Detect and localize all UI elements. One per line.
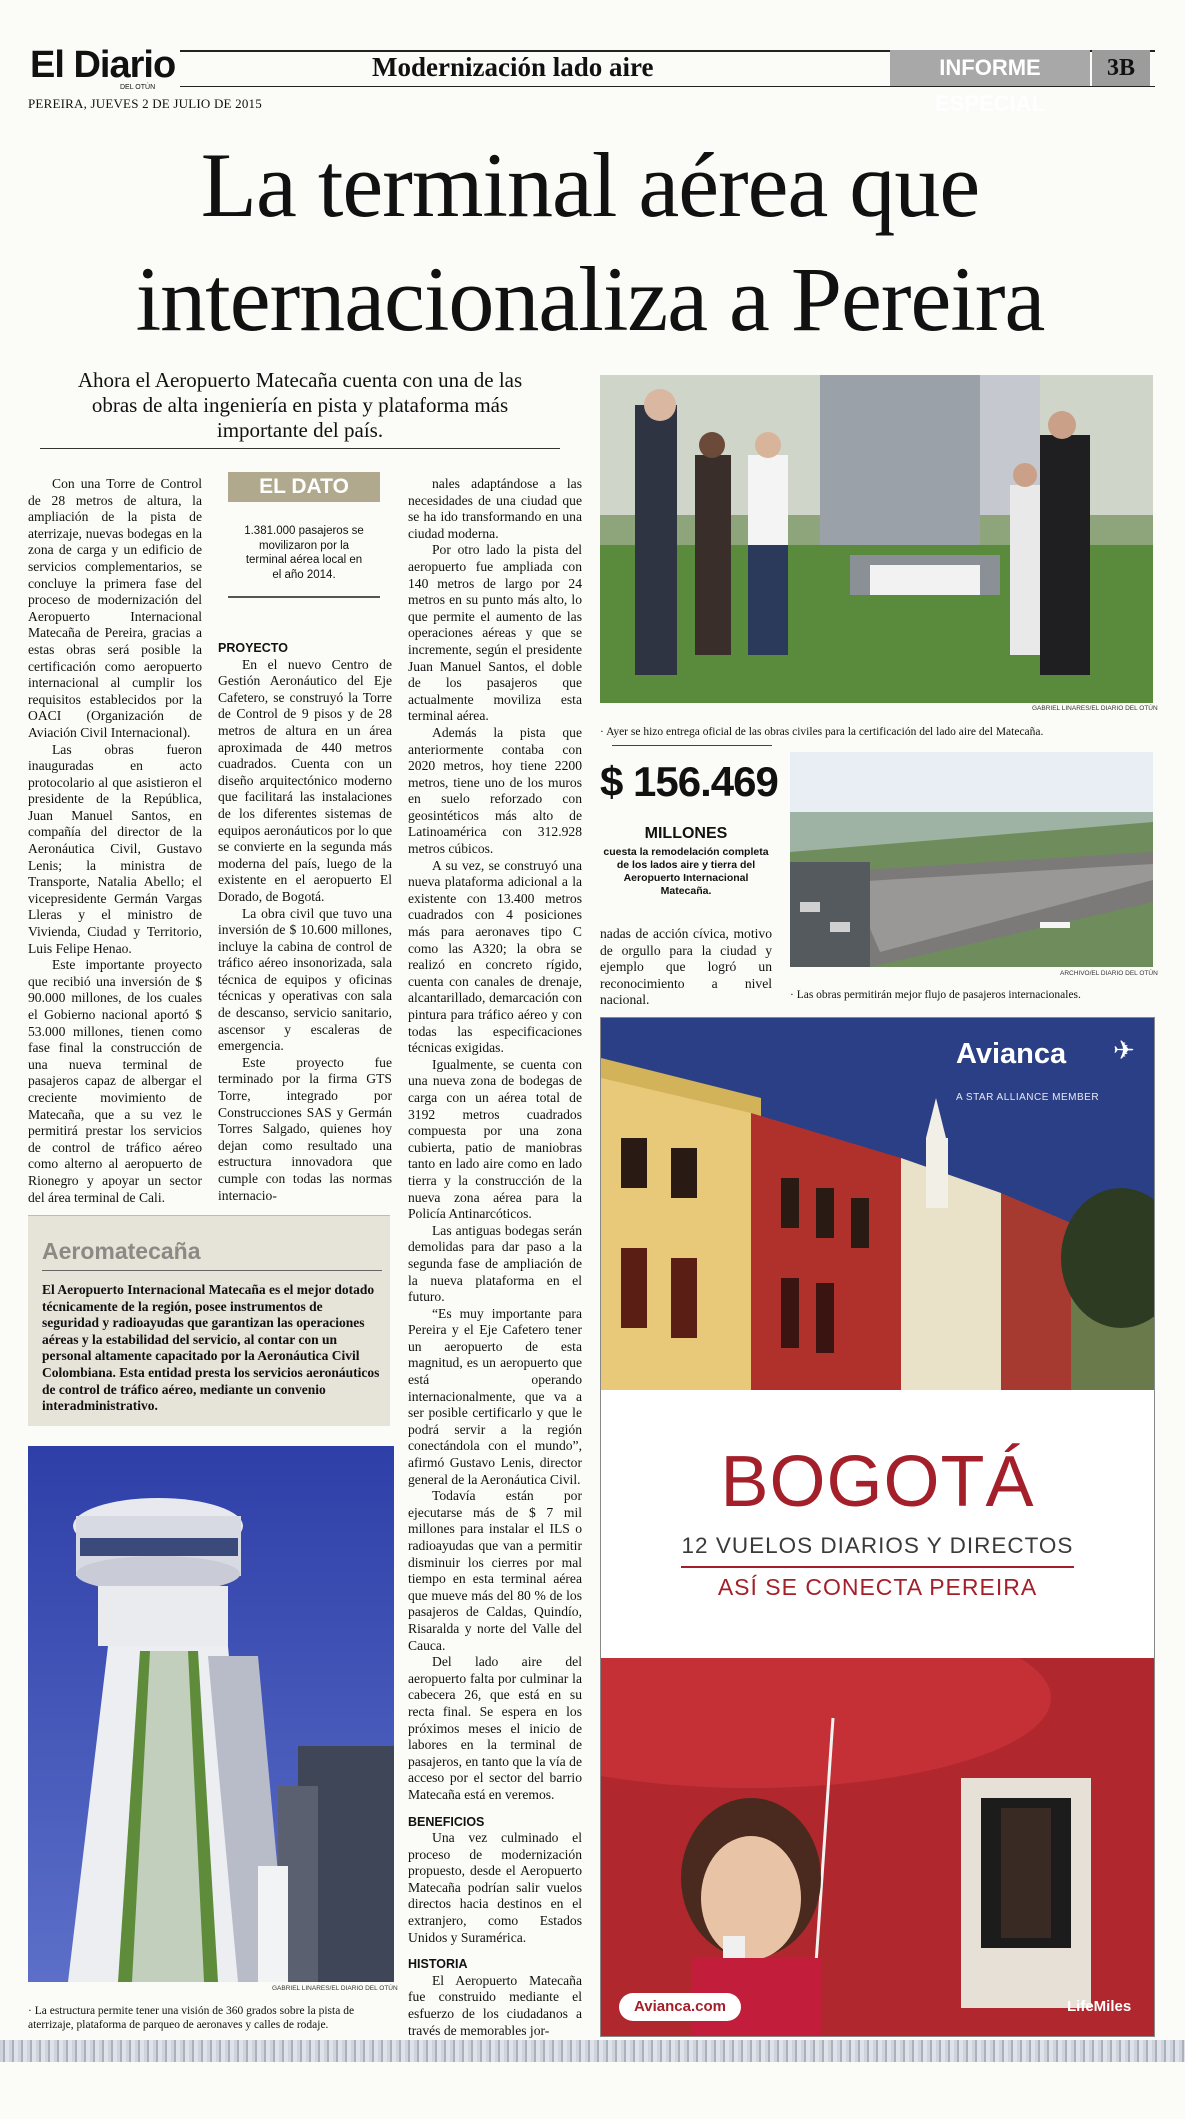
ad-url[interactable]: Avianca.com: [634, 1998, 726, 2015]
paragraph: La obra civil que tuvo una inversión de $ 10.600 millones, incluye la cabina de control de tráfico aéreo insonorizada, sala técnica de equipos y oficinas técnicas y operativas con sala de descanso, servicio sanitario, ascensor y escaleras de emergencia.: [218, 905, 392, 1054]
paragraph: Una vez culminado el proceso de modernización propuesto, desde el Aeropuerto Matecaña podrían salir vuelos directos hacia destinos en el extranjero, como Estados Unidos y Suramérica.: [408, 1830, 582, 1945]
ad-flights: 12 VUELOS DIARIOS Y DIRECTOS: [681, 1533, 1074, 1558]
stat-text: cuesta la remodelación completa de los lados aire y tierra del Aeropuerto Internacional Matecaña.: [603, 846, 769, 897]
subhead-historia: HISTORIA: [408, 1957, 468, 1972]
headline-line-2: internacionaliza a Pereira: [135, 248, 1045, 350]
headline: [30, 128, 1150, 356]
stat-rule: [612, 745, 772, 746]
paragraph: nadas de acción cívica, motivo de orgullo para la ciudad y ejemplo que logró un reconocimiento a nivel nacional.: [600, 926, 772, 1008]
dateline: PEREIRA, JUEVES 2 DE JULIO DE 2015: [28, 96, 262, 111]
avianca-advertisement[interactable]: [600, 1017, 1155, 2037]
paragraph: El Aeropuerto Matecaña fue construido mediante el esfuerzo de los ciudadanos a través de memorables jor-: [408, 1972, 582, 2038]
ceremony-photo: [600, 375, 1153, 703]
photo-credit: ARCHIVO/EL DIARIO DEL OTÚN: [1060, 970, 1158, 977]
deck: Ahora el Aeropuerto Matecaña cuenta con una de las obras de alta ingeniería en pista y plataforma más importante del país.: [77, 368, 523, 442]
photo-caption: · Las obras permitirán mejor flujo de pasajeros internacionales.: [790, 989, 1081, 1001]
paragraph: Todavía están por ejecutarse más de $ 7 mil millones para instalar el ILS o radioayudas que van a permitir disminuir los cierres por mal tiempo en esta terminal aérea que mueve más del 80 % de los pasajeros de Caldas, Quindío, Risaralda y norte del Valle del Cauca.: [408, 1488, 582, 1653]
newspaper-logo: El Diario: [30, 44, 176, 86]
stat-value: $ 156.469: [600, 758, 778, 805]
photo-caption: · Ayer se hizo entrega oficial de las obras civiles para la certificación del lado aire del Matecaña.: [600, 726, 1044, 738]
runway-photo: [790, 752, 1153, 967]
avianca-logo: Avianca: [956, 1038, 1067, 1070]
photo-credit: GABRIEL LINARES/EL DIARIO DEL OTÚN: [1032, 705, 1158, 712]
newspaper-logo-sub: DEL OTÚN: [120, 84, 156, 91]
section-label: INFORME ESPECIAL: [890, 50, 1090, 86]
control-tower-photo: [28, 1446, 394, 1982]
deck-rule: [40, 448, 560, 449]
paragraph: Las obras fueron inauguradas en acto protocolario al que asistieron el presidente de la República, Juan Manuel Santos, en compañía del director de la Aeronáutica Civil, Gustavo Lenis; la ministra de Transporte, Natalia Abello; el vicepresidente Germán Vargas Lleras y el ministro de Vivienda, Ciudad y Territorio, Luis Felipe Henao.: [28, 741, 202, 956]
star-alliance-text: A STAR ALLIANCE MEMBER: [956, 1092, 1100, 1103]
aeromatecana-title: Aeromatecaña: [42, 1238, 201, 1264]
el-dato-rule: [228, 596, 380, 598]
paragraph: Del lado aire del aeropuerto falta por culminar la cabecera 26, que está en su recta final. Se espera en los próximos meses el inicio de labores en la terminal de pasajeros, en tanto que la vía de acceso por el sector del barrio Matecaña está en veremos.: [408, 1654, 582, 1802]
stat-unit: MILLONES: [644, 825, 728, 842]
headline-line-1: La terminal aérea que: [200, 134, 980, 236]
paragraph: nales adaptándose a las necesidades de una ciudad que se ha ido transformando en una ciudad moderna.: [408, 476, 582, 541]
paragraph: Este proyecto fue terminado por la firma GTS Torre, integrado por Construcciones SAS y Germán Torres Salgado, quienes hoy dejan como resultado una estructura innovadora que cumple con todas las normas internacio-: [218, 1054, 392, 1203]
article-column-4: [600, 926, 772, 1009]
paragraph: A su vez, se construyó una nueva plataforma adicional a la existente con 13.400 metros cuadrados con 4 posiciones más para aeronaves tipo C como las A320; la obra se realizó en concreto rígido, cuenta con canales de drenaje, alcantarillado, demarcación con pintura para tráfico aéreo y con todas las especificaciones técnicas exigidas.: [408, 857, 582, 1056]
paragraph: Las antiguas bodegas serán demolidas para dar paso a la segunda fase de ampliación de la nueva plataforma en el futuro.: [408, 1222, 582, 1305]
scan-edge-band: [0, 2040, 1185, 2062]
el-dato-text: 1.381.000 pasajeros se movilizaron por la terminal aérea local en el año 2014.: [244, 525, 364, 581]
avianca-bird-icon: ✈: [1113, 1036, 1135, 1065]
ad-tagline: ASÍ SE CONECTA PEREIRA: [717, 1574, 1038, 1600]
subhead-beneficios: BENEFICIOS: [408, 1814, 485, 1829]
article-column-3: [408, 476, 582, 2039]
photo-credit: GABRIEL LINARES/EL DIARIO DEL OTÚN: [272, 1985, 398, 1992]
el-dato-label: EL DATO: [228, 472, 380, 502]
paragraph: Igualmente, se cuenta con una nueva zona de bodegas de carga con un aérea total de 3192 metros cuadrados compuesta por una zona cubierta, patio de maniobras tanto en lado aire como en lado tierra y la construcción de la nueva zona aérea para la Policía Antinarcóticos.: [408, 1056, 582, 1222]
paragraph: Además la pista que anteriormente contaba con 2020 metros, hoy tiene 2200 metros, tiene uno de los muros en suelo reforzado con geosintéticos más alto de Latinoamérica con 312.928 metros cúbicos.: [408, 724, 582, 857]
article-column-1: [28, 476, 202, 1206]
subhead-proyecto: PROYECTO: [218, 641, 288, 655]
section-title: Modernización lado aire: [372, 52, 654, 82]
aeromatecana-text: El Aeropuerto Internacional Matecaña es el mejor dotado técnicamente de la región, posee instrumentos de seguridad y radioayudas que garantizan las operaciones aéreas y la estabilidad del servicio, al contar con un personal altamente capacitado por la Aeronáutica Civil Colombiana. Esta entidad presta los servicios aeronáuticos de control de tráfico aéreo, mediante un convenio interadministrativo.: [42, 1282, 380, 1414]
paragraph: Por otro lado la pista del aeropuerto fue ampliada con 140 metros de largo por 24 metros en su punto más alto, lo que permite el aumento de las operaciones aéreas y que se incremente, según el presidente Juan Manuel Santos, el doble de los pasajeros que actualmente moviliza esta terminal aérea.: [408, 542, 582, 724]
aeromatecana-rule: [42, 1270, 382, 1271]
ad-text-panel: [601, 1390, 1154, 1658]
page-number: 3B: [1092, 50, 1150, 86]
paragraph: “Es muy importante para Pereira y el Eje Cafetero tener un aeropuerto de esta magnitud, es un aeropuerto que está operando internacionalmente, que va a ser posible certificarlo y que le podrá servir a la región conectándola con el mundo”, afirmó Gustavo Lenis, director general de la Aeronáutica Civil.: [408, 1305, 582, 1487]
paragraph: Con una Torre de Control de 28 metros de altura, la ampliación de la pista de aterrizaje, nuevas bodegas en la zona de carga y un edificio de servicios complementarios, se concluye la primera fase del proceso de modernización del Aeropuerto Internacional Matecaña de Pereira, gracias a estas obras será posible la certificación como aeropuerto internacional al cumplir los requisitos establecidos por la OACI (Organización de Aviación Civil Internacional).: [28, 476, 202, 740]
paragraph: Este importante proyecto que recibió una inversión de $ 90.000 millones, de los cuales el Gobierno nacional aportó $ 53.000 millones, tienen como fase final la construcción de una nueva terminal de pasajeros capaz de albergar el creciente movimiento de Matecaña, que a su vez le permitirá prestar los servicios de control de tráfico aéreo como alterno al aeropuerto de Rionegro y apoyar un sector del área terminal de Cali.: [28, 957, 202, 1205]
paragraph: En el nuevo Centro de Gestión Aeronáutico del Eje Cafetero, se construyó la Torre de Control de 9 pisos y de 28 metros de altura en un área aproximada de 440 metros cuadrados. Cuenta con un diseño arquitectónico moderno que facilitará las instalaciones de los diferentes sistemas de equipos aeronáuticos por lo que se convierte en la segunda más moderna del país, luego de la existente en el aeropuerto El Dorado, de Bogotá.: [218, 656, 392, 904]
ad-rule: [681, 1566, 1074, 1568]
lifemiles-logo: LifeMiles: [1067, 1998, 1132, 2015]
photo-caption: · La estructura permite tener una visión de 360 grados sobre la pista de aterrizaje, plataforma de parqueo de aeronaves y calles de rodaje.: [28, 2005, 355, 2031]
article-column-2: [218, 640, 392, 1204]
ad-city: BOGOTÁ: [720, 1442, 1035, 1522]
